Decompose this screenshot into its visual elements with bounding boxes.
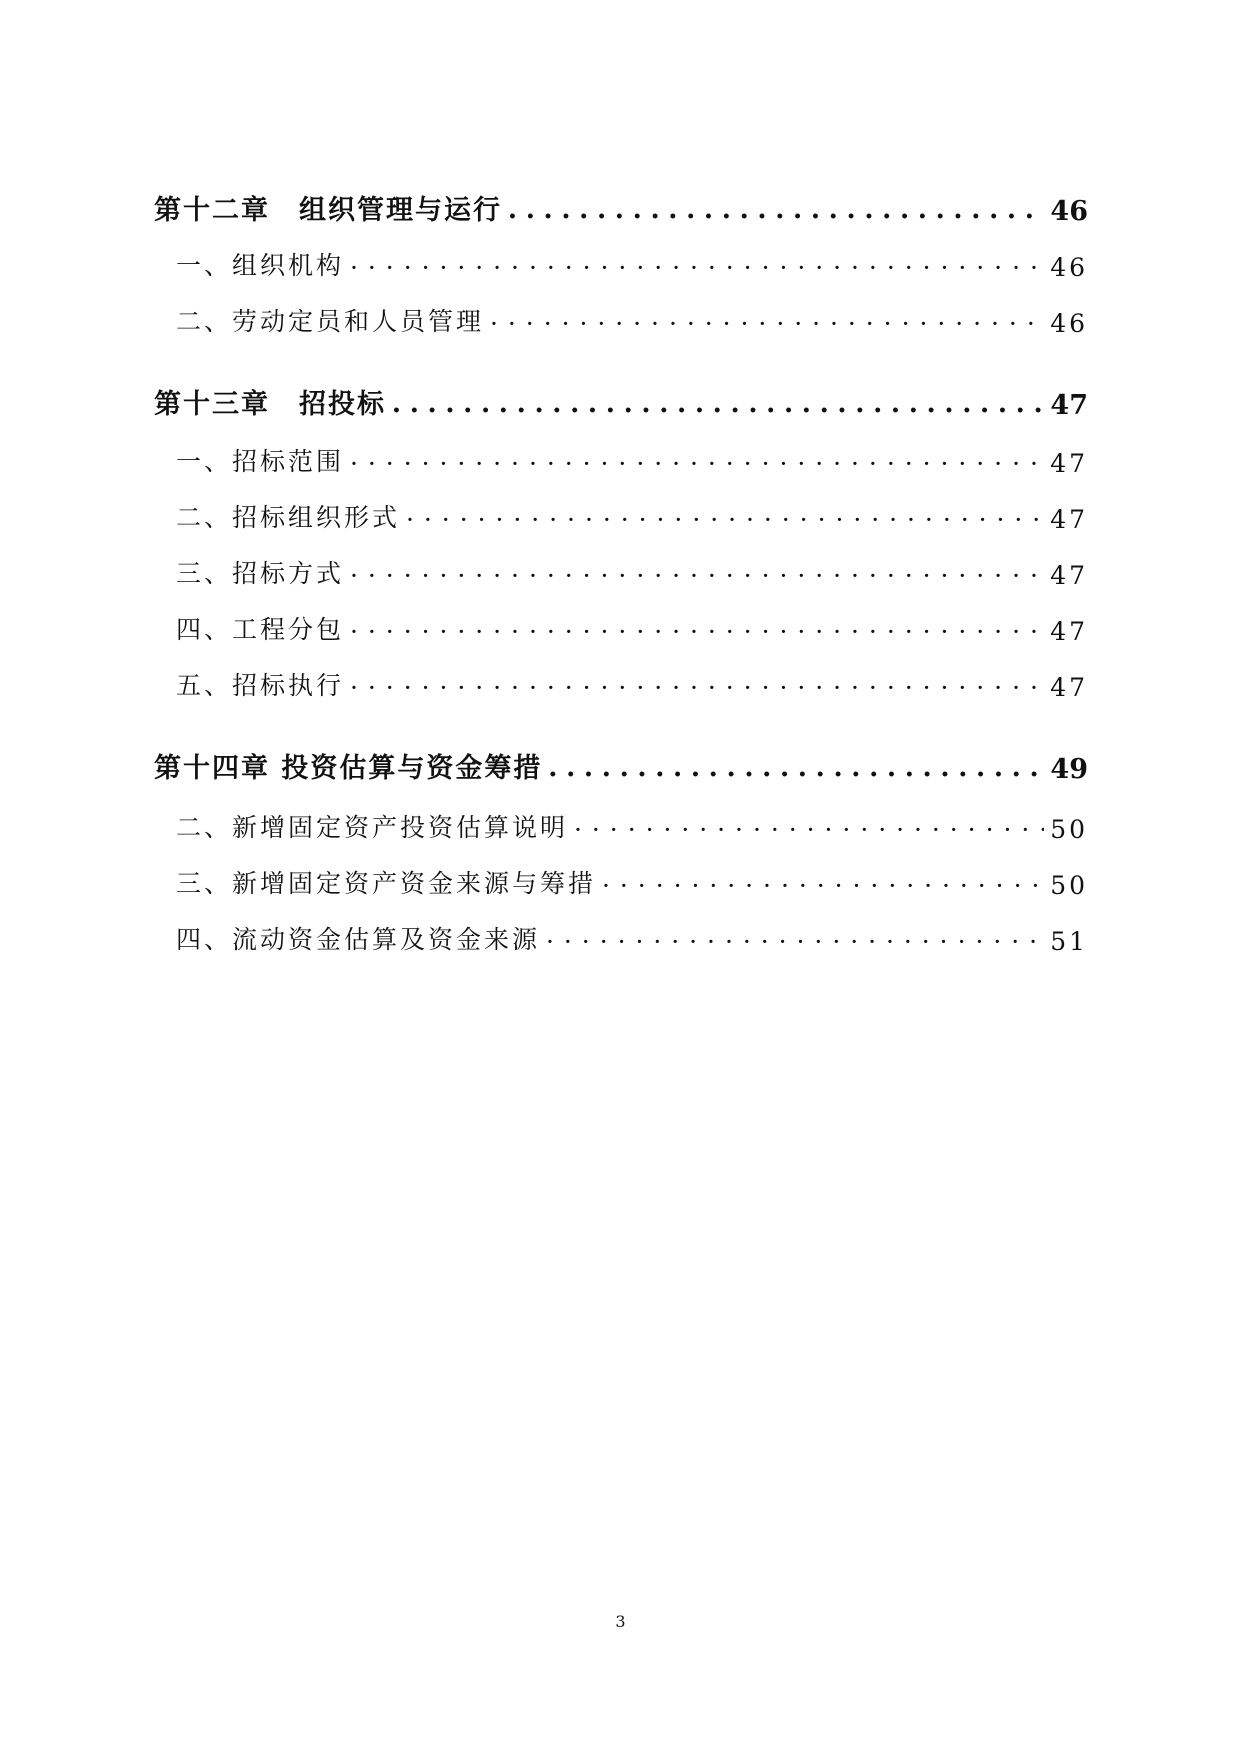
toc-entry-label: 三、新增固定资产资金来源与筹措 (176, 869, 597, 898)
toc-entry-page: 51 (1050, 927, 1088, 956)
toc-section[interactable] (154, 666, 1088, 702)
toc-entry-page: 47 (1050, 449, 1088, 478)
toc-dot-leader (350, 560, 1044, 590)
toc-dot-leader (350, 448, 1044, 478)
toc-chapter-13[interactable] (154, 382, 1088, 421)
toc-section[interactable] (154, 302, 1088, 338)
toc-entry-label: 二、新增固定资产投资估算说明 (176, 813, 569, 842)
toc-entry-page: 46 (1050, 196, 1088, 227)
toc-section[interactable] (154, 246, 1088, 282)
toc-entry-page: 47 (1050, 505, 1088, 534)
toc-section[interactable] (154, 808, 1088, 844)
toc-section[interactable] (154, 498, 1088, 534)
toc-dot-leader (602, 870, 1044, 900)
toc-section[interactable] (154, 554, 1088, 590)
toc-entry-page: 47 (1050, 561, 1088, 590)
toc-entry-page: 46 (1050, 309, 1088, 338)
toc-entry-page: 50 (1050, 871, 1088, 900)
toc-section[interactable] (154, 610, 1088, 646)
toc-dot-leader (548, 753, 1044, 785)
toc-entry-label: 一、招标范围 (176, 447, 345, 476)
toc-dot-leader (350, 672, 1044, 702)
toc-entry-label: 五、招标执行 (176, 671, 345, 700)
toc-entry-page: 50 (1050, 815, 1088, 844)
toc-dot-leader (546, 926, 1044, 956)
toc-dot-leader (406, 504, 1044, 534)
toc-dot-leader (350, 252, 1044, 282)
toc-dot-leader (574, 814, 1044, 844)
toc-entry-page: 46 (1050, 253, 1088, 282)
toc-entry-page: 47 (1050, 617, 1088, 646)
toc-entry-page: 47 (1050, 673, 1088, 702)
toc-entry-label: 第十四章 投资估算与资金筹措 (154, 753, 543, 784)
toc-entry-label: 第十二章 组织管理与运行 (154, 195, 502, 226)
toc-dot-leader (490, 308, 1044, 338)
toc-section[interactable] (154, 920, 1088, 956)
toc-entry-label: 第十三章 招投标 (154, 389, 386, 420)
toc-entry-label: 二、劳动定员和人员管理 (176, 307, 485, 336)
toc-entry-label: 三、招标方式 (176, 559, 345, 588)
toc-entry-label: 四、流动资金估算及资金来源 (176, 925, 541, 954)
toc-entry-page: 49 (1050, 754, 1088, 785)
toc-dot-leader (350, 616, 1044, 646)
toc-dot-leader (392, 389, 1044, 421)
toc-entry-label: 四、工程分包 (176, 615, 345, 644)
toc-chapter-12[interactable] (154, 188, 1088, 227)
toc-entry-label: 二、招标组织形式 (176, 503, 401, 532)
toc-chapter-14[interactable] (154, 746, 1088, 785)
toc-section[interactable] (154, 864, 1088, 900)
toc-entry-page: 47 (1050, 390, 1088, 421)
page-number: 3 (615, 1612, 626, 1631)
toc-dot-leader (508, 195, 1044, 227)
toc-section[interactable] (154, 442, 1088, 478)
toc-entry-label: 一、组织机构 (176, 251, 345, 280)
